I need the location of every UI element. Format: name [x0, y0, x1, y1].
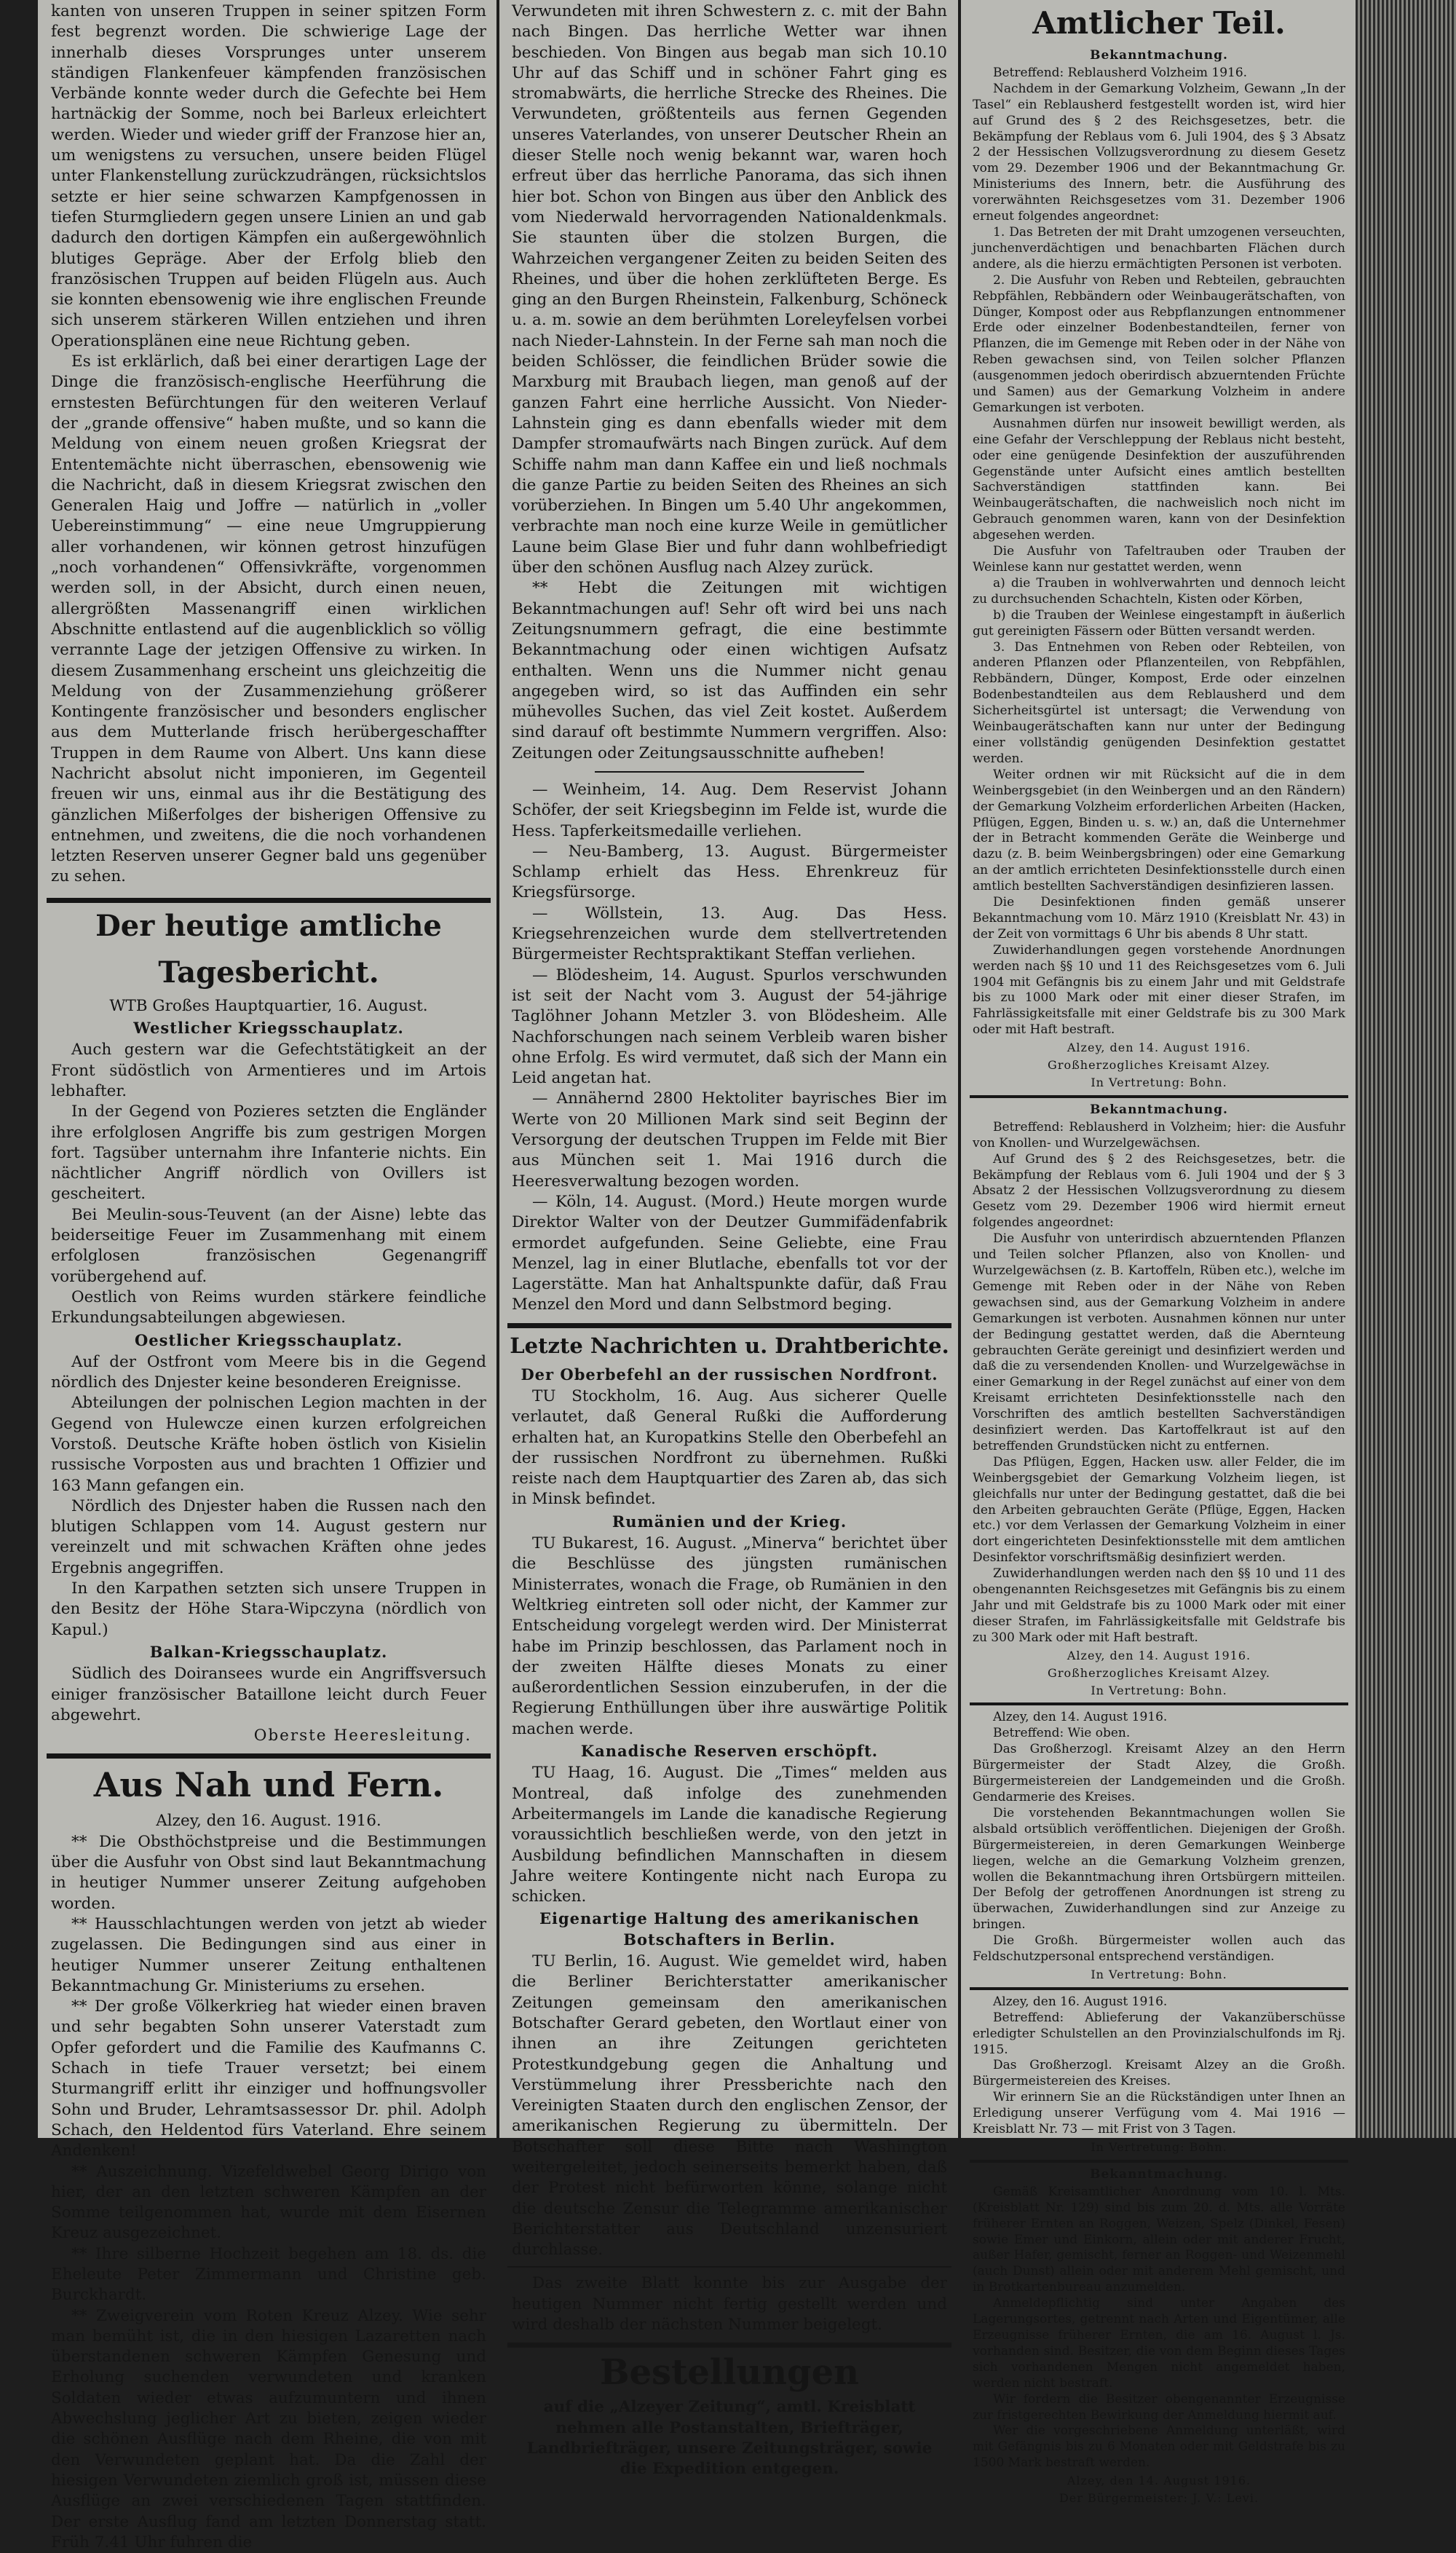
notice-office: Großherzogliches Kreisamt Alzey.: [1048, 1058, 1270, 1073]
notice-office: Großherzogliches Kreisamt Alzey.: [1048, 1665, 1270, 1680]
notice-paragraph: Die Großh. Bürgermeister wollen auch das Feldschutzpersonal entsprechend verständigen.: [973, 1933, 1345, 1965]
notice-paragraph: Ausnahmen dürfen nur insoweit bewilligt werden, als eine Gefahr der Verschleppung der Reblaus nicht besteht, oder eine genügende Desinfektion der auszuführenden Gegenstände unter Aufsicht eines amtlich bestellten Sachverständigen stattfinden kann. Bei Weinbaugerätschaften, die nachweislich noch nicht im Gebrauch genommen waren, kann von der Desinfektion abgesehen werden.: [973, 416, 1345, 543]
section-rule: [47, 898, 491, 903]
notice-paragraph: Alzey, den 16. August 1916.: [993, 1994, 1168, 2009]
local-news-continued: [512, 1, 947, 764]
notice-paragraph: Die Desinfektionen finden gemäß unserer Bekanntmachung vom 10. März 1910 (Kreisblatt Nr. 43) in der Zeit von vormittags 6 Uhr bis abends 8 Uhr statt.: [973, 895, 1345, 942]
paragraph: Bei Meulin-sous-Teuvent (an der Aisne) lebte das beiderseitige Feuer im Zusammenhang mit einem erfolglosen französischen Gegenangriff vorübergehend auf.: [51, 1205, 486, 1286]
orders-notice: [512, 2397, 947, 2479]
official-notice: [973, 1994, 1345, 2155]
official-notice: [973, 1102, 1345, 1699]
paragraph: Südlich des Doiransees wurde ein Angriffsversuch einiger französischer Bataillone leicht durch Feuer abgewehrt.: [51, 1665, 486, 1724]
report-signature: Oberste Heeresleitung.: [253, 1727, 472, 1745]
divider: [595, 771, 864, 773]
orders-title: Bestellungen: [599, 2352, 860, 2394]
notice-paragraph: Auf Grund des § 2 des Reichsgesetzes, betr. die Bekämpfung der Reblaus vom 6. Juli 1904 und der § 3 Absatz 2 der Hessischen Vollzugsverordnung zu diesem Gesetz vom 29. Dezember 1906 wird hiermit erneut folgendes angeordnet:: [973, 1151, 1345, 1231]
paragraph: ** Hebt die Zeitungen mit wichtigen Bekanntmachungen auf! Sehr oft wird bei uns nach Zeitungsnummern gefragt, die eine bestimmte Bekanntmachung oder einen wichtigen Aufsatz enthalten. Wenn uns die Nummer nicht genau angegeben wird, so ist das Auffinden ein sehr mühevolles Suchen, das viel Zeit kostet. Außerdem sind darauf oft bestimmte Nummern vergriffen. Also: Zeitungen oder Zeitungsausschnitte aufheben!: [512, 579, 947, 762]
local-dateline: Alzey, den 16. August. 1916.: [156, 1812, 381, 1831]
notice-date: Alzey, den 14. August 1916.: [1067, 2474, 1251, 2488]
notice-paragraph: a) die Trauben in wohlverwahrten und dennoch leicht zu durchsuchenden Schachteln, Kisten oder Körben,: [973, 575, 1345, 607]
notice-date: Alzey, den 14. August 1916.: [1067, 1041, 1251, 1055]
paragraph: — Weinheim, 14. Aug. Dem Reservist Johann Schöfer, der seit Kriegsbeginn im Felde ist, wurde die Hess. Tapferkeitsmedaille verliehen.: [512, 780, 947, 840]
notice-paragraph: Das Pflügen, Eggen, Hacken usw. aller Felder, die im Weinbergsgebiet der Gemarkung Volzheim liegen, ist gleichfalls nur unter der Bedingung gestattet, daß die bei den Arbeiten gebrauchten Geräte (Pflüge, Eggen, Hacken etc.) vor dem Verlassen der Gemarkung Volzheim in einer dort eingerichteten Desinfektionsstelle mit dem amtlichen Desinfektor vorschriftsmäßig desinfiziert werden.: [973, 1454, 1345, 1566]
paragraph: ** Hausschlachtungen werden von jetzt ab wieder zugelassen. Die Bedingungen sind aus einer in heutiger Nummer unserer Zeitung enthaltenen Bekanntmachung Gr. Ministeriums zu ersehen.: [51, 1914, 486, 1995]
column-3: [970, 0, 1348, 2506]
section-rule: [507, 1323, 951, 1328]
official-notice: [973, 48, 1345, 1091]
latest-news: [512, 1365, 947, 2261]
notice-paragraph: Das Großherzogl. Kreisamt Alzey an den Herrn Bürgermeister der Stadt Alzey, die Großh. Bürgermeistereien der Landgemeinden und die Großh. Gendarmerie des Kreises.: [973, 1742, 1345, 1804]
column-1: [47, 0, 491, 2552]
notice-paragraph: Betreffend: Wie oben.: [993, 1726, 1131, 1741]
paragraph: ** Die Obsthöchstpreise und die Bestimmungen über die Ausfuhr von Obst sind laut Bekanntmachung in heutiger Nummer unserer Zeitung aufgehoben worden.: [51, 1832, 486, 1913]
regional-news: [512, 780, 947, 1316]
paragraph: TU Bukarest, 16. August. „Minerva“ berichtet über die Beschlüsse des jüngsten rumänischen Ministerrates, wonach die Frage, ob Rumänien in den Weltkrieg eintreten soll oder nicht, der Kammer zur Entscheidung vorgelegt werden wird. Der Ministerrat habe im Prinzip beschlossen, das Parlament noch in der zweiten Hälfte dieses Monats zu einer außerordentlichen Session einzuberufen, in der die Regierung Enthüllungen über ihre auswärtige Politik machen werde.: [512, 1534, 947, 1738]
notice-sign: Der Bürgermeister: J. V.: Levi.: [1059, 2491, 1259, 2506]
notice-heading: Bekanntmachung.: [1090, 1102, 1228, 1117]
paragraph: ** Auszeichnung. Vizefeldwebel Georg Dirigo von hier, der an den letzten schweren Kämpfen an der Somme teilgenommen hat, wurde mit dem Eisernen Kreuz ausgezeichnet.: [51, 2162, 486, 2243]
paragraph: Auch gestern war die Gefechtstätigkeit an der Front südöstlich von Armentieres und im Artois lebhafter.: [51, 1041, 486, 1100]
paragraph: ** Ihre silberne Hochzeit begehen am 18. ds. die Eheleute Peter Zimmermann und Christine geb. Burckhardt.: [51, 2244, 486, 2305]
notice-rule: [970, 1987, 1348, 1990]
notice-rule: [970, 1095, 1348, 1098]
section-rule: [507, 2343, 951, 2348]
paragraph: Oestlich von Reims wurden stärkere feindliche Erkundungsabteilungen abgewiesen.: [51, 1287, 486, 1327]
official-notices: [970, 48, 1348, 2506]
news-heading: Der Oberbefehl an der russischen Nordfront.: [521, 1365, 938, 1384]
notice-paragraph: Die Ausfuhr von unterirdisch abzuerntenden Pflanzen und Teilen solcher Pflanzen, also von Knollen- und Wurzelgewächsen (z. B. Kartoffeln, Rüben etc.), welche im Gemenge mit Reben oder in der Nähe von Reben gewachsen sind, aus der Gemarkung Volzheim in andere Gemarkungen ist verboten. Ausnahmen können nur unter der Bedingung gestattet werden, daß die Abernteung gebrauchten Geräte gereinigt und desinfiziert werden und daß die zu versendenden Knollen- und Wurzelgewächse in einer Gemarkung in der Regel zunächst auf einer von dem Kreisamt errichteten Desinfektionsstelle nach den Vorschriften des amtlich bestellten Sachverständigen desinfiziert werden. Das Kartoffelkraut ist auf den betreffenden Grundstücken nicht zu entfernen.: [973, 1231, 1345, 1453]
column-rule: [958, 0, 961, 2138]
notice-paragraph: Anmeldepflichtig sind unter Angaben des Lagerungsortes, getrennt nach Arten und Eigentümer, alle Erzeugnisse früherer Ernten, die am 16. August l. Js. vorhanden sind. Besitzer, die von dem Beginn dieses Tages sich vorhandenen Mengen nicht angemeldet haben, werden nicht bestraft.: [973, 2296, 1345, 2391]
notice-paragraph: Alzey, den 14. August 1916.: [993, 1710, 1168, 1725]
notice-heading: Bekanntmachung.: [1090, 48, 1228, 63]
paragraph: ** Der große Völkerkrieg hat wieder einen braven und sehr begabten Sohn unserer Vaterstadt zum Opfer gefordert und die Familie des Kaufmanns C. Schach in tiefe Trauer versetzt; bei einem Sturmangriff erlitt ihr einziger und hoffnungsvoller Sohn und Bruder, Lehramtsassessor Dr. phil. Adolph Schach, den Heldentod fürs Vaterland. Ehre seinem Andenken!: [51, 1997, 486, 2161]
newspaper-page: [38, 0, 1356, 2552]
notice-sign: In Vertretung: Bohn.: [1091, 1967, 1227, 1981]
paragraph: TU Berlin, 16. August. Wie gemeldet wird, haben die Berliner Berichterstatter amerikanischer Zeitungen gemeinsam den amerikanischen Botschafter Gerard gebeten, den Wortlaut einer von ihnen an ihre Zeitungen gerichteten Protestkundgebung gegen die Anhaltung und Verstümmelung ihrer Pressberichte nach den Vereinigten Staaten durch den englischen Zensor, der amerikanischen Regierung zu übermitteln. Der Botschafter soll diese Bitte nach Washington weitergeleitet, jedoch seinerseits bemerkt haben, daß der Protest nicht befürworten könne, solange nicht die deutsche Zensur die Telegramme amerikanischer Berichterstatter aus Deutschland unzensuriert durchlasse.: [512, 1952, 947, 2260]
paragraph: In der Gegend von Pozieres setzten die Engländer ihre erfolglosen Angriffe bis zum gestrigen Morgen fort. Tagsüber unternahm ihre Infanterie nichts. Ein nächtlicher Angriff nördlich von Ovillers ist gescheitert.: [51, 1102, 486, 1204]
paragraph: Auf der Ostfront vom Meere bis in die Gegend nördlich des Dnjester keine besonderen Ereignisse.: [51, 1352, 486, 1392]
paragraph: — Blödesheim, 14. August. Spurlos verschwunden ist seit der Nacht vom 3. August der 54-jährige Taglöhner Johann Metzler 3. von Blödesheim. Alle Nachforschungen nach seinem Verbleib waren bisher ohne Erfolg. Es wird vermutet, daß sich der Mann ein Leid angetan hat.: [512, 966, 947, 1088]
notice-paragraph: Betreffend: Reblausherd Volzheim 1916.: [993, 65, 1248, 80]
second-sheet-notice: [512, 2273, 947, 2335]
latest-news-title: Letzte Nachrichten u. Drahtberichte.: [510, 1333, 949, 1358]
section-rule: [47, 1753, 491, 1759]
war-commentary: [51, 1, 486, 888]
notice-sign: In Vertretung: Bohn.: [1091, 1076, 1227, 1089]
notice-rule: [970, 2160, 1348, 2163]
notice-paragraph: Die Ausfuhr von Tafeltrauben oder Trauben der Weinlese kann nur gestattet werden, wenn: [973, 544, 1345, 575]
report-source: WTB Großes Hauptquartier, 16. August.: [109, 996, 428, 1015]
notice-paragraph: 3. Das Entnehmen von Reben oder Rebteilen, von anderen Pflanzen oder Pflanzenteilen, von Rebpfählen, Rebbändern, Dünger, Kompost, Erde oder einzelnen Bodenbestandteilen aus dem Reblausherd und dem Sicherheitsgürtel ist untersagt; die Verwendung von Weinbaugerätschaften kann nur unter der Bedingung einer vollständig genügenden Desinfektion gestattet werden.: [973, 639, 1345, 766]
news-heading: Kanadische Reserven erschöpft.: [580, 1742, 879, 1761]
paragraph: — Wöllstein, 13. Aug. Das Hess. Kriegsehrenzeichen wurde dem stellvertretenden Bürgermeister Rechtspraktikant Steffan verliehen.: [512, 904, 947, 964]
notice-heading: Bekanntmachung.: [1090, 2166, 1228, 2182]
balkan-front-heading: Balkan-Kriegsschauplatz.: [149, 1642, 388, 1661]
notice-sign: In Vertretung: Bohn.: [1091, 1683, 1227, 1697]
east-front-heading: Oestlicher Kriegsschauplatz.: [134, 1330, 403, 1349]
notice-paragraph: Gemäß Kreisamtlicher Anordnung vom 10. l. Mts. (Kreisblatt Nr. 129) sind bis zum 20. d. Mts. alle Vorräte früherer Ernten an Roggen, Weizen, Spelz (Dinkel, Fesen) sowie Emer und Einkorn, allein oder mit anderer Frucht, außer Hafer, gemischt, ferner an Roggen- und Weizenmehl (auch Dunst) allein oder mit anderem Mehl gemischt, und in Brotkartenbureau anzumelden.: [973, 2184, 1345, 2295]
paragraph: — Köln, 14. August. (Mord.) Heute morgen wurde Direktor Walter von der Deutzer Gummifädenfabrik ermordet aufgefunden. Seine Geliebte, eine Frau Menzel, lag in einer Blutlache, ebenfalls tot vor der Lagerstätte. Man hat Anhaltspunkte dafür, daß Frau Menzel den Mord und dann Selbstmord beging.: [512, 1192, 947, 1314]
paragraph: Das zweite Blatt konnte bis zur Ausgabe der heutigen Nummer nicht fertig gestellt werden und wird deshalb der nächsten Nummer beigelegt.: [512, 2274, 947, 2335]
notice-paragraph: Die vorstehenden Bekanntmachungen wollen Sie alsbald ortsüblich veröffentlichen. Diejenigen der Großh. Bürgermeistereien, in deren Gemarkungen Weinberge liegen, welche an die Gemarkung Volzheim grenzen, wollen die Bekanntmachung ihren Ortsbürgern mitteilen. Der Befolg der getroffenen Anordnungen ist streng zu überwachen, Zuwiderhandlungen sind zur Anzeige zu bringen.: [973, 1805, 1345, 1933]
paragraph: TU Stockholm, 16. Aug. Aus sicherer Quelle verlautet, daß General Rußki die Aufforderung erhalten hat, an Kuropatkins Stelle den Oberbefehl an der russischen Nordfront zu übernehmen. Rußki reiste nach dem Hauptquartier des Zaren ab, das sich in Minsk befindet.: [512, 1387, 947, 1509]
official-notice: [973, 1710, 1345, 1982]
daily-report: [51, 996, 486, 1747]
column-rule: [496, 0, 499, 2138]
column-2: [507, 0, 951, 2479]
official-notice: [973, 2167, 1345, 2506]
paragraph: In den Karpathen setzten sich unsere Truppen in den Besitz der Höhe Stara-Wipczyna (nördlich von Kapul.): [51, 1579, 486, 1639]
notice-paragraph: Weiter ordnen wir mit Rücksicht auf die in dem Weinbergsgebiet (in den Weinbergen und an den Rändern) der Gemarkung Volzheim erforderlichen Arbeiten (Hacken, Pflügen, Eggen, Binden u. s. w.) an, daß die Unternehmer der in Betracht kommenden Geräte die Weinberge und dazu (z. B. beim Weinbergsbringen) oder eine Gemarkung an der amtlich errichteten Desinfektionsstelle durch einen amtlich bestellten Sachverständigen desinfizieren lassen.: [973, 767, 1345, 894]
notice-paragraph: Zuwiderhandlungen werden nach den §§ 10 und 11 des obengenannten Reichsgesetzes mit Gefängnis bis zu einem Jahr und mit Geldstrafe bis zu 1000 Mark oder mit einer dieser Strafen, im Fahrlässigkeitsfalle mit Geldstrafe bis zu 300 Mark oder mit Haft bestraft.: [973, 1566, 1345, 1645]
notice-paragraph: Wir erinnern Sie an die Rückständigen unter Ihnen an Erledigung unserer Verfügung vom 4. Mai 1916 — Kreisblatt Nr. 73 — mit Frist von 3 Tagen.: [973, 2090, 1345, 2137]
book-page-edges: [1356, 0, 1456, 2138]
notice-paragraph: 1. Das Betreten der mit Draht umzogenen verseuchten, junchenverdächtigen und benachbarten Flächen durch andere, als die hierzu ermächtigten Personen ist verboten.: [973, 224, 1345, 272]
paragraph: auf die „Alzeyer Zeitung“, amtl. Kreisblatt nehmen alle Postanstalten, Briefträger, Landbriefträger, unsere Zeitungsträger, sowie die Expedition entgegen.: [526, 2398, 933, 2479]
notice-paragraph: Nachdem in der Gemarkung Volzheim, Gewann „In der Tasel“ ein Reblausherd festgestellt worden ist, wird hier auf Grund des § 2 des Reichsgesetzes, betr. die Bekämpfung der Reblaus vom 6. Juli 1904, des § 3 Absatz 2 der Hessischen Vollzugsverordnung zu diesem Gesetz vom 29. Dezember 1906 und der Bekanntmachung Gr. Ministeriums des Innern, betr. die Ausführung des vorerwähnten Reichsgesetzes vom 31. Dezember 1906 erneut folgendes angeordnet:: [973, 81, 1345, 224]
notice-paragraph: b) die Trauben der Weinlese eingestampft in äußerlich gut gereinigten Fässern oder Bütten versandt werden.: [973, 607, 1345, 639]
local-news: [51, 1811, 486, 2553]
notice-date: Alzey, den 14. August 1916.: [1067, 1648, 1251, 1662]
notice-sign: In Vertretung: Bohn.: [1091, 2140, 1227, 2154]
divider: [507, 2266, 951, 2268]
notice-paragraph: Wer die vorgeschriebene Anmeldung unterläßt, wird mit Gefängnis bis zu 6 Monaten oder mit Geldstrafe bis zu 1500 Mark bestraft werden.: [973, 2423, 1345, 2471]
report-title: Der heutige amtliche Tagesbericht.: [95, 908, 442, 990]
notice-paragraph: Betreffend: Ablieferung der Vakanzüberschüsse erledigter Schulstellen an den Provinzialschulfonds im Rj. 1915.: [973, 2010, 1345, 2057]
notice-paragraph: Wir fordern die Besitzer obengenannter Erzeugnisse zur fristgerechten Bewirkung der Anmeldung hiermit auf.: [973, 2391, 1345, 2423]
notice-rule: [970, 1702, 1348, 1705]
paragraph: — Annähernd 2800 Hektoliter bayrisches Bier im Werte von 20 Millionen Mark sind seit Beginn der Versorgung der deutschen Truppen im Felde mit Bier aus München seit 1. Mai 1916 durch die Heeresverwaltung bezogen worden.: [512, 1089, 947, 1191]
paragraph: Verwundeten mit ihren Schwestern z. c. mit der Bahn nach Bingen. Das herrliche Wetter war ihnen beschieden. Von Bingen aus begab man sich 10.10 Uhr auf das Schiff und in schöner Fahrt ging es stromabwärts, die herrliche Strecke des Rheines. Die Verwundeten, größtenteils aus fernen Gegenden unseres Vaterlandes, von unserer Deutscher Rhein an dieser Stelle noch wenig bekannt war, waren hoch erfreut über das herrliche Panorama, das sich ihnen hier bot. Schon von Bingen aus über den Anblick des vom Niederwald hervorragenden Nationaldenkmals. Sie staunten über die stolzen Burgen, die Wahrzeichen vergangener Zeiten zu beiden Seiten des Rheines, und über die hohen zerklüfteten Berge. Es ging an den Burgen Rheinstein, Falkenburg, Schöneck u. a. m. sowie an dem berühmten Loreleyfelsen vorbei nach Nieder-Lahnstein. In der Ferne sah man noch die beiden Schlösser, die feindlichen Brüder sowie die Marxburg mit Braubach liegen, man genoß auf der ganzen Fahrt eine herrliche Aussicht. Von Nieder-Lahnstein ging es dann ebenfalls wieder mit dem Dampfer stromaufwärts nach Bingen zurück. Auf dem Schiffe nahm man dann Kaffee ein und ließ nochmals die ganze Partie zu beiden Seiten des Rheines an sich vorüberziehen. In Bingen um 5.40 Uhr angekommen, verbrachte man noch eine kurze Weile in gemütlicher Laune beim Glase Bier und fuhr dann wohlbefriedigt über den schönen Ausflug nach Alzey zurück.: [512, 2, 947, 577]
local-news-title: Aus Nah und Fern.: [93, 1765, 444, 1805]
notice-paragraph: Zuwiderhandlungen gegen vorstehende Anordnungen werden nach §§ 10 und 11 des Reichsgesetzes vom 6. Juli 1904 mit Gefängnis bis zu einem Jahr und mit Geldstrafe bis zu 1000 Mark oder mit einer dieser Strafen, im Fahrlässigkeitsfalle mit einer Geldstrafe bis zu 300 Mark oder mit Haft bestraft.: [973, 942, 1345, 1038]
official-section-title: Amtlicher Teil.: [1032, 5, 1286, 41]
paragraph: TU Haag, 16. August. Die „Times“ melden aus Montreal, daß infolge des zunehmenden Arbeitermangels im Lande die kanadische Regierung voraussichtlich beschließen werde, von den jetzt in Ausbildung befindlichen Mannschaften in diesem Jahre weitere Kontingente nicht nach Europa zu schicken.: [512, 1764, 947, 1906]
paragraph: kanten von unseren Truppen in seiner spitzen Form fest begrenzt worden. Die schwierige Lage der innerhalb dieses Vorsprunges unter unserem ständigen Flankenfeuer kämpfenden französischen Verbände konnte weder durch die Gefechte bei Hem hartnäckig der Somme, noch bei Barleux erleichtert werden. Wieder und wieder griff der Franzose hier an, um wenigstens zu versuchen, unsere beiden Flügel unter Flankenstellung zurückzudrängen, rücksichtslos setzte er hier seine schwarzen Kampfgenossen in tiefen Sturmgliedern gegen unsere Linien an und gab dadurch den dortigen Kämpfen ein außergewöhnlich blutiges Gepräge. Aber der Erfolg blieb den französischen Truppen auf beiden Flügeln aus. Auch sie konnten ebensowenig wie ihre englischen Freunde sich unserem stärkeren Willen entziehen und ihren Operationsplänen eine neue Richtung geben.: [51, 2, 486, 350]
notice-paragraph: Das Großherzogl. Kreisamt Alzey an die Großh. Bürgermeistereien des Kreises.: [973, 2058, 1345, 2089]
notice-paragraph: Betreffend: Reblausherd in Volzheim; hier: die Ausfuhr von Knollen- und Wurzelgewächsen.: [973, 1119, 1345, 1151]
west-front-heading: Westlicher Kriegsschauplatz.: [133, 1019, 404, 1038]
paragraph: Nördlich des Dnjester haben die Russen nach den blutigen Schlappen vom 14. August gestern nur vereinzelt und mit schwachen Kräften ohne jedes Ergebnis angegriffen.: [51, 1496, 486, 1577]
paragraph: Es ist erklärlich, daß bei einer derartigen Lage der Dinge die französisch-englische Heerführung die ernstesten Befürchtungen für den weiteren Verlauf der „grande offensive“ haben mußte, und so kann die Meldung von einem neuen großen Kriegsrat der Ententemächte nicht überraschen, ebensowenig wie die Nachricht, daß in diesem Kriegsrat zwischen den Generalen Haig und Joffre — natürlich in „voller Uebereinstimmung“ — eine neue Umgruppierung aller vorhandenen, wir können getrost hinzufügen „noch vorhandenen“ Offensivkräfte, vorgenommen werden soll, in der Absicht, durch einen neuen, allergrößten Massenangriff einen wirklichen Abschnitte entlastend auf die augenblicklich so völlig verrannte Lage der jetzigen Offensive zu wirken. In diesem Zusammenhang erscheint uns gleichzeitig die Meldung von der Zusammenziehung größerer Kontingente französischer und besonders englischer aus dem Mutterlande frisch herübergeschaffter Truppen in dem Raume von Albert. Uns kann diese Nachricht absolut nicht imponieren, im Gegenteil freuen wir uns, einmal aus ihr die Bestätigung des gänzlichen Mißerfolges der bisherigen Offensive zu entnehmen, und zweitens, die die noch vorhandenen letzten Reserven unserer Gegner bald uns gegenüber zu sehen.: [51, 352, 486, 886]
paragraph: ** Zweigverein vom Roten Kreuz Alzey. Wie sehr man bemüht ist, die in den hiesigen Lazaretten nach überstandenen schweren Kämpfen Genesung und Erholung suchenden verwundeten und kranken Soldaten wieder etwas aufzumuntern und ihnen Abwechslung jeglicher Art zu bieten, zeigen wieder die schönen Ausflüge nach dem Rheine, die von mit den Verwundeten geplant hat. Da die Zahl der hiesigen Verwundeten ziemlich groß ist, müssen diese Ausflüge an zwei verschiedenen Tagen stattfinden. Der erste Ausflug fand am letzten Donnerstag statt. Früh 7.41 Uhr fuhren die: [51, 2306, 486, 2552]
paragraph: — Neu-Bamberg, 13. August. Bürgermeister Schlamp erhielt das Hess. Ehrenkreuz für Kriegsfürsorge.: [512, 842, 947, 902]
paragraph: Abteilungen der polnischen Legion machten in der Gegend von Hulewcze einen kurzen erfolgreichen Vorstoß. Deutsche Kräfte hoben östlich von Kisielin russische Vorposten aus und brachten 1 Offizier und 163 Mann gefangen ein.: [51, 1394, 486, 1495]
notice-paragraph: 2. Die Ausfuhr von Reben und Rebteilen, gebrauchten Rebpfählen, Rebbändern oder Weinbaugerätschaften, von Dünger, Kompost oder aus Rebpflanzungen entnommener Erde oder einzelner Bodenbestandteilen, ferner von Pflanzen, die im Gemenge mit Reben oder in der Nähe von Reben gewachsen sind, von Teilen solcher Pflanzen (ausgenommen jedoch oberirdisch abzuerntenden Früchte und Samen) aus der Gemarkung Volzheim in andere Gemarkungen ist verboten.: [973, 272, 1345, 415]
news-heading: Rumänien und der Krieg.: [612, 1512, 847, 1531]
news-heading: Eigenartige Haltung des amerikanischen Botschafters in Berlin.: [539, 1909, 919, 1949]
